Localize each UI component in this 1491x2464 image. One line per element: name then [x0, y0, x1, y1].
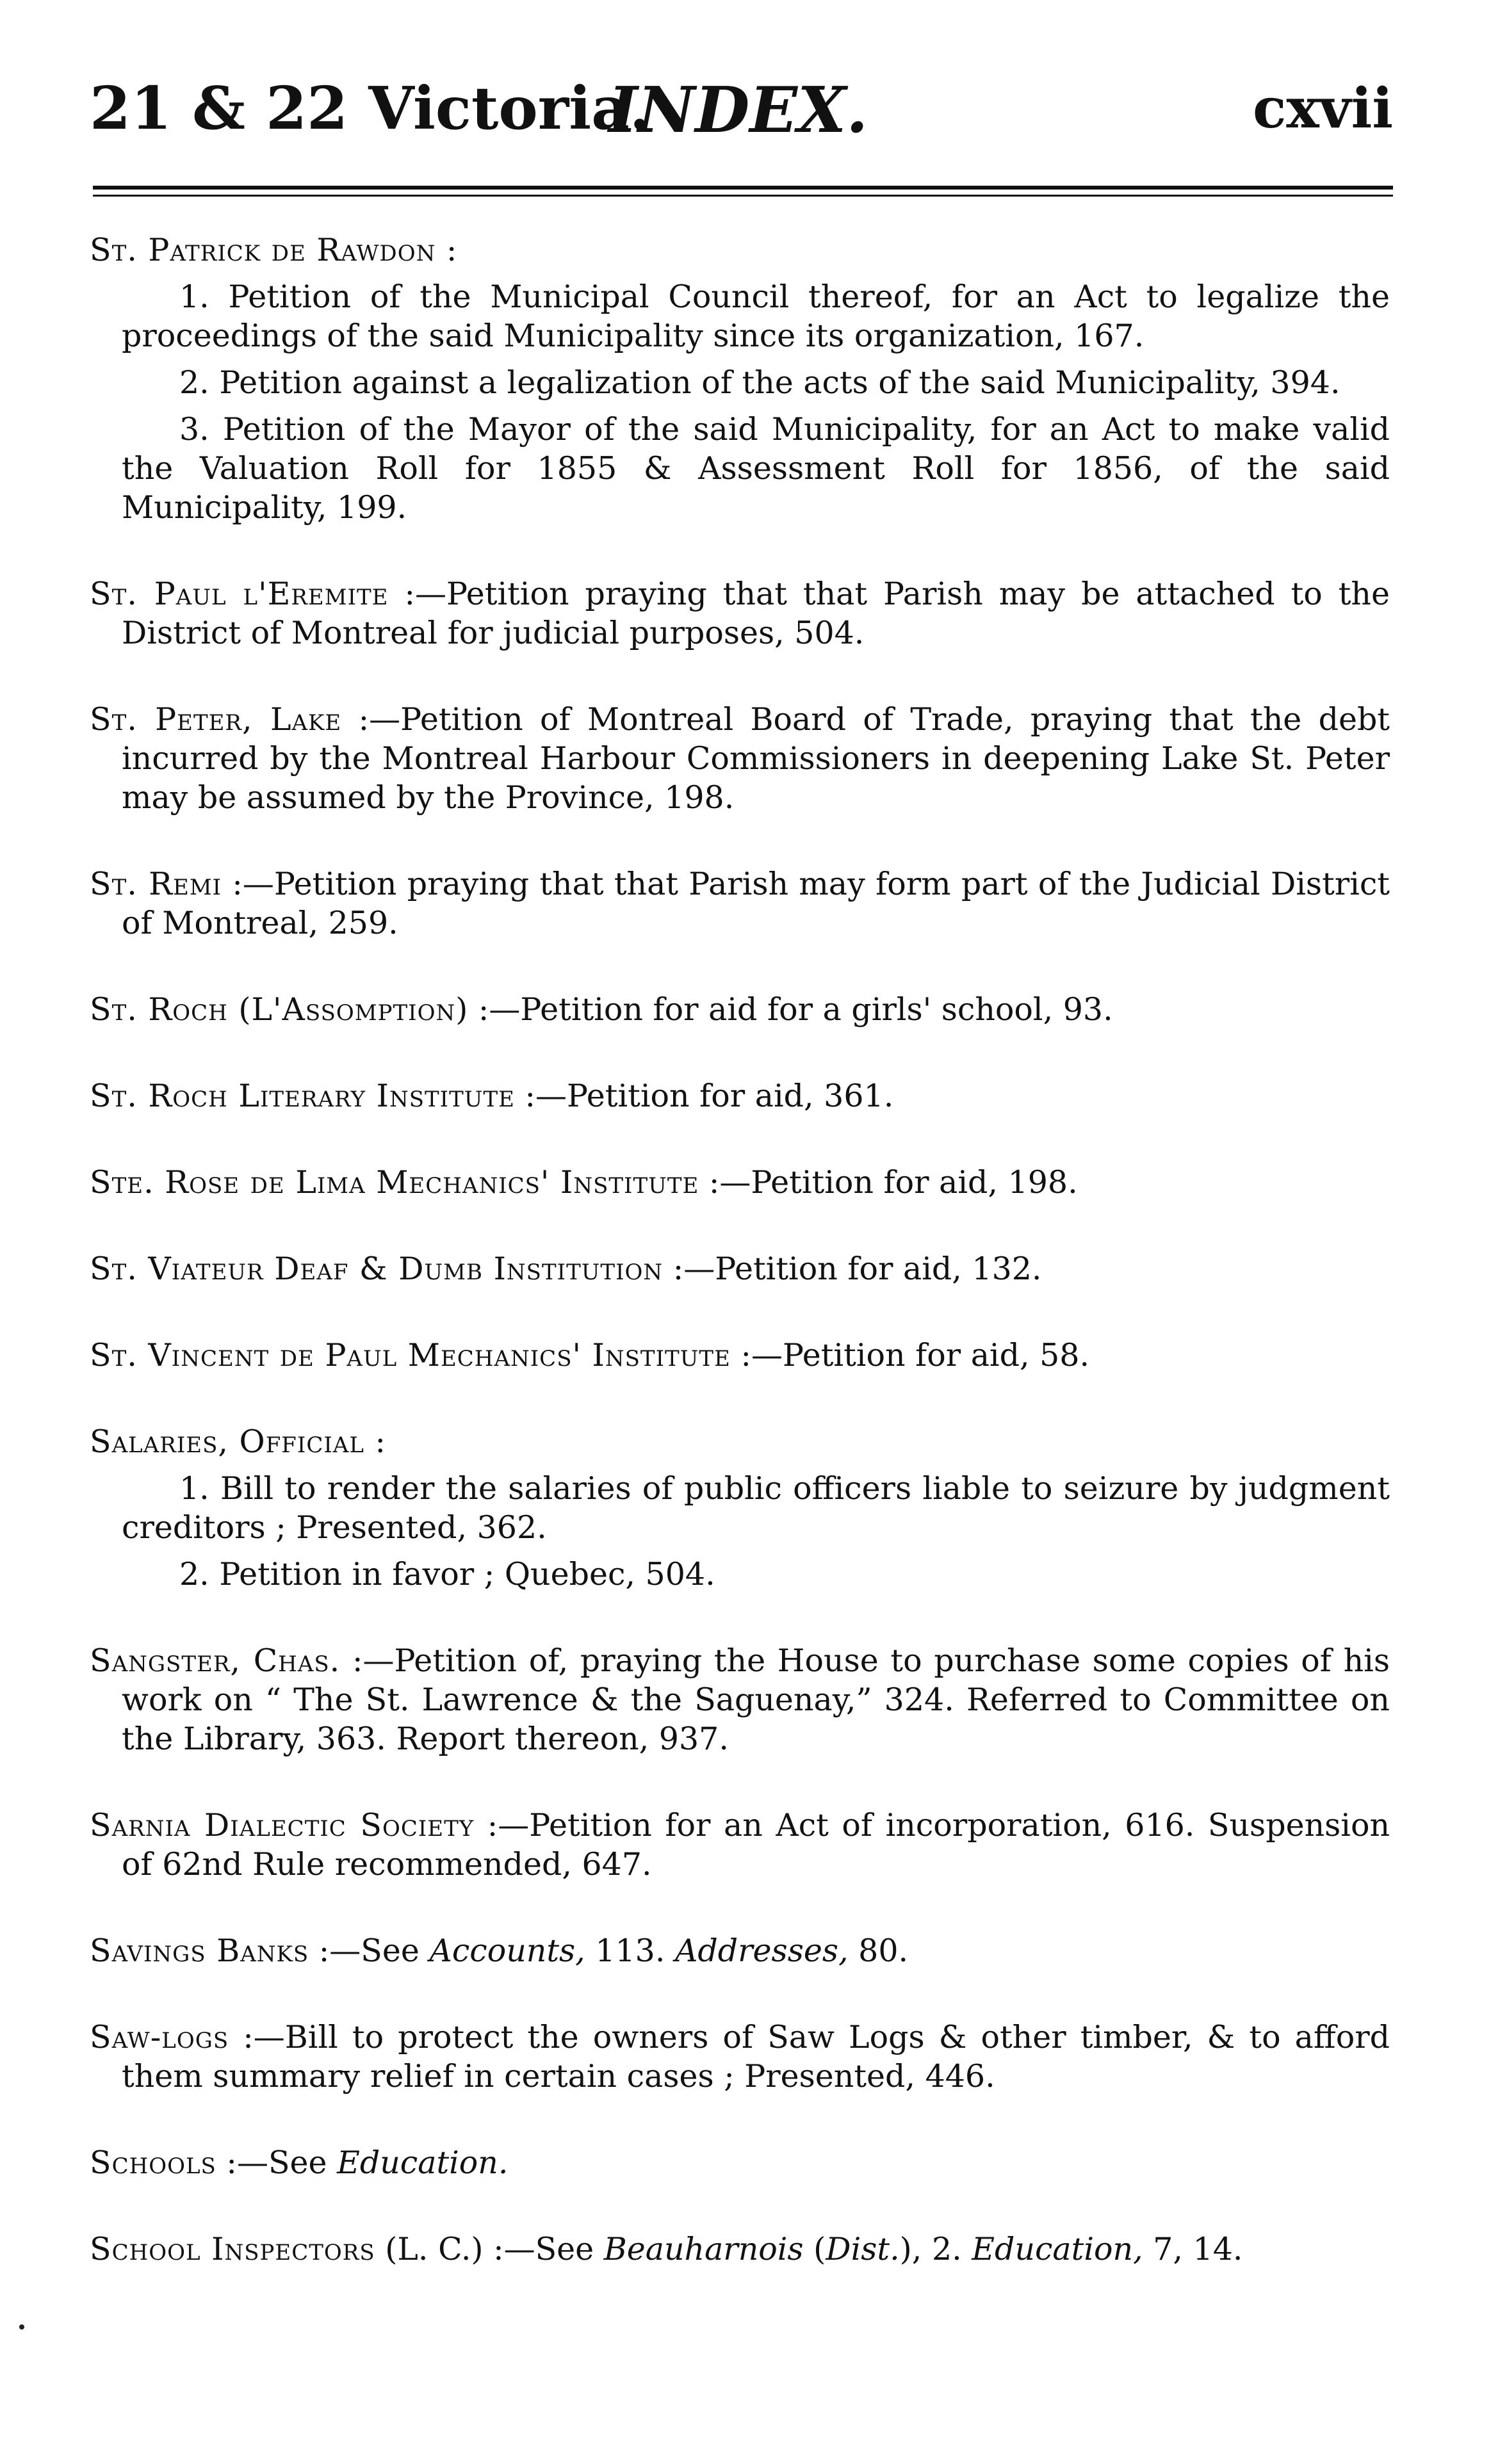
entry-text: :—Petition praying that that Parish may form part of the Judicial District of Montreal, 259. — [122, 866, 1390, 941]
entry-heading: Savings Banks — [90, 1933, 309, 1969]
header-volume: 21 & 22 Victoria. — [90, 74, 650, 143]
index-entry-ste-rose-de-lima — [90, 1163, 1390, 1202]
entry-text: :—See — [216, 2144, 338, 2181]
entry-text: :—Petition praying that that Parish may be attached to the District of Montreal for judicial purposes, 504. — [122, 576, 1390, 651]
entry-text: :—Petition of Montreal Board of Trade, praying that the debt incurred by the Montreal Harbour Commissioners in deepening Lake St. Peter may be assumed by the Province, 198. — [122, 701, 1390, 816]
cross-reference: Addresses, — [675, 1933, 849, 1969]
cross-reference: Beauharnois — [603, 2231, 804, 2267]
page-header — [90, 74, 1393, 163]
header-rule-thin — [93, 195, 1393, 197]
entry-heading: Sangster, Chas. — [90, 1642, 341, 1679]
entry-heading: St. Peter, Lake — [90, 701, 342, 738]
entry-text: :—Petition for aid, 198. — [699, 1164, 1078, 1201]
entry-text: :—Petition for aid, 361. — [514, 1078, 894, 1114]
index-entry-st-remi — [90, 864, 1390, 943]
entry-heading: Ste. Rose de Lima Mechanics' Institute — [90, 1164, 699, 1201]
entry-heading: St. Remi — [90, 866, 222, 902]
cross-reference: Education. — [337, 2144, 509, 2181]
index-entry-saw-logs — [90, 2018, 1390, 2096]
entry-text: 113. — [585, 1933, 676, 1969]
index-entry-savings-banks — [90, 1931, 1390, 1970]
index-entry-st-roch — [90, 990, 1390, 1029]
entry-text: :—Petition for aid for a girls' school, 93. — [468, 991, 1113, 1028]
entry-subitem: 1. Bill to render the salaries of public officers liable to seizure by judgment creditors ; Presented, 362. — [122, 1470, 1390, 1546]
entry-heading: St. Viateur Deaf & Dumb Institution — [90, 1251, 664, 1287]
entry-heading: St. Roch (L'Assomption) — [90, 991, 469, 1028]
entry-text: :—Bill to protect the owners of Saw Logs & other timber, & to afford them summary relief in certain cases ; Presented, 446. — [122, 2019, 1390, 2095]
entry-text: :—Petition of, praying the House to purchase some copies of his work on “ The St. Lawrence & the Saguenay,” 324. Referred to Committee on the Library, 363. Report thereon, 937. — [122, 1642, 1390, 1757]
entry-heading: Salaries, Official : — [90, 1423, 386, 1460]
header-rule-thick — [93, 186, 1393, 190]
entry-text: :—See — [309, 1933, 430, 1969]
entry-subitem: 3. Petition of the Mayor of the said Municipality, for an Act to make valid the Valuation Roll for 1855 & Assessment Roll for 1856, of the said Municipality, 199. — [122, 411, 1390, 526]
index-entry-sarnia-dialectic-society — [90, 1806, 1390, 1884]
entry-text: :—Petition for an Act of incorporation, 616. Suspension of 62nd Rule recommended, 647. — [122, 1807, 1390, 1883]
entry-heading: St. Vincent de Paul Mechanics' Institute — [90, 1337, 731, 1374]
entry-heading: St. Paul l'Eremite — [90, 576, 389, 612]
index-entry-st-viateur — [90, 1249, 1390, 1288]
index-entry-schools — [90, 2143, 1390, 2182]
entry-subitem: 2. Petition in favor ; Quebec, 504. — [179, 1556, 715, 1593]
entry-heading: Sarnia Dialectic Society — [90, 1807, 475, 1844]
cross-reference: Accounts, — [429, 1933, 585, 1969]
entry-text: :—Petition for aid, 132. — [663, 1251, 1042, 1287]
index-body — [90, 231, 1390, 2316]
entry-subitem: 2. Petition against a legalization of the acts of the said Municipality, 394. — [179, 364, 1340, 401]
index-entry-st-vincent-de-paul — [90, 1336, 1390, 1375]
index-entry-salaries-official — [90, 1422, 1390, 1594]
index-entry-school-inspectors — [90, 2230, 1390, 2269]
entry-subitem: 1. Petition of the Municipal Council thereof, for an Act to legalize the proceedings of the said Municipality since its organization, 167. — [122, 279, 1390, 354]
entry-text: :—Petition for aid, 58. — [730, 1337, 1090, 1374]
cross-reference: Dist. — [826, 2231, 900, 2267]
entry-heading: Schools — [90, 2144, 216, 2181]
cross-reference: Education, — [972, 2231, 1143, 2267]
index-entry-st-peter-lake — [90, 700, 1390, 817]
index-entry-st-patrick-de-rawdon — [90, 231, 1390, 527]
entry-heading: St. Roch Literary Institute — [90, 1078, 515, 1114]
index-entry-st-paul-leremite — [90, 574, 1390, 652]
index-entry-st-roch-literary-institute — [90, 1076, 1390, 1115]
entry-text: ), 2. — [899, 2231, 972, 2267]
header-title: INDEX. — [608, 74, 868, 147]
entry-text: 7, 14. — [1143, 2231, 1243, 2267]
entry-heading: School Inspectors — [90, 2231, 375, 2267]
entry-text: ( — [803, 2231, 826, 2267]
entry-heading: Saw-logs — [90, 2019, 229, 2055]
header-page-number: cxvii — [1253, 76, 1393, 141]
entry-text: 80. — [848, 1933, 909, 1969]
entry-heading: St. Patrick de Rawdon : — [90, 232, 458, 268]
index-entry-sangster-chas — [90, 1641, 1390, 1758]
entry-text: (L. C.) :—See — [375, 2231, 604, 2267]
margin-speck — [19, 2324, 24, 2330]
